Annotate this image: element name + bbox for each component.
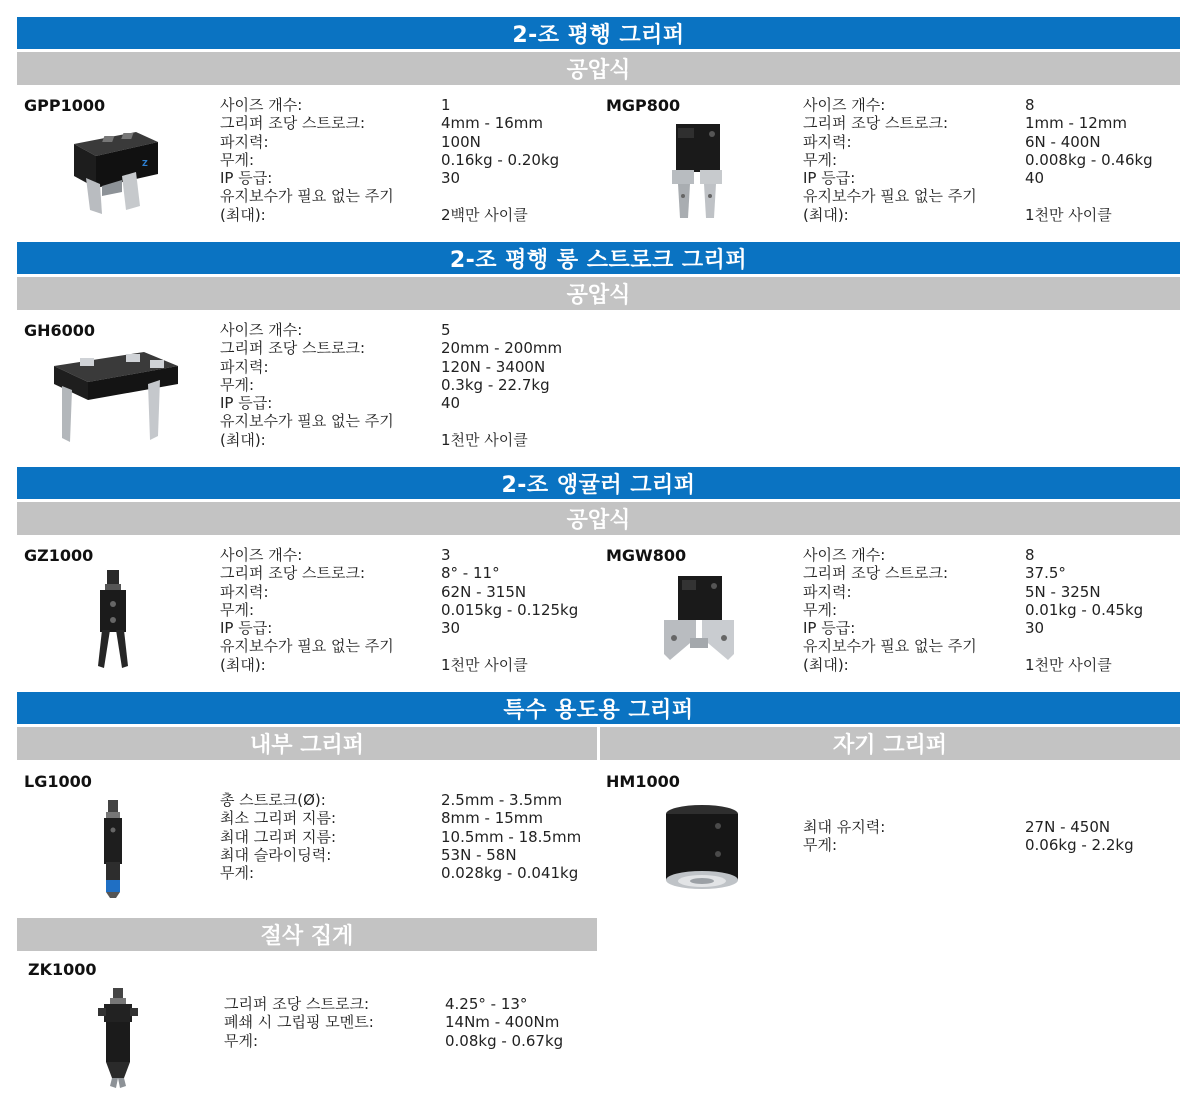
specs-hm1000: [803, 818, 1163, 855]
model-gh6000: GH6000: [24, 321, 96, 340]
spec-value: 8: [1025, 546, 1035, 564]
spec-value: 8: [1025, 96, 1035, 114]
spec-label: 파지력:: [220, 357, 269, 376]
spec-value: 0.028kg - 0.041kg: [441, 864, 579, 883]
spec-label: 무게:: [803, 150, 838, 169]
spec-label: 사이즈 개수:: [803, 96, 886, 114]
spec-value: 14Nm - 400Nm: [445, 1013, 560, 1032]
spec-value: 20mm - 200mm: [441, 339, 563, 358]
specs-mgw800: [803, 546, 1163, 674]
spec-label: 최대 그리퍼 지름:: [220, 827, 337, 846]
spec-value: 0.015kg - 0.125kg: [441, 600, 579, 619]
spec-label: 파지력:: [803, 132, 852, 151]
section-subtitle-cutting: 절삭 집게: [17, 918, 597, 951]
spec-label: 유지보수가 필요 없는 주기: [803, 637, 977, 656]
spec-label: IP 등급:: [220, 169, 273, 188]
spec-value: 8mm - 15mm: [441, 809, 544, 828]
specs-lg1000: [220, 791, 580, 882]
spec-label: 유지보수가 필요 없는 주기: [220, 412, 394, 431]
spec-value: 5: [441, 321, 451, 339]
spec-value: 2백만 사이클: [441, 205, 528, 224]
model-mgp800: MGP800: [606, 96, 681, 115]
section-title-angular: 2-조 앵귤러 그리퍼: [17, 467, 1180, 499]
spec-label: 그리퍼 조당 스트로크:: [803, 564, 949, 583]
section-subtitle-longstroke: 공압식: [17, 277, 1180, 310]
spec-label: 그리퍼 조당 스트로크:: [224, 995, 370, 1013]
spec-value: 30: [441, 619, 461, 638]
spec-label: 최소 그리퍼 지름:: [220, 809, 337, 828]
spec-label: 폐쇄 시 그립핑 모멘트:: [224, 1013, 374, 1032]
spec-value: 100N: [441, 132, 481, 151]
spec-label: 총 스트로크(Ø):: [220, 791, 326, 809]
spec-value: 8° - 11°: [441, 564, 500, 583]
spec-label: 최대 유지력:: [803, 818, 886, 836]
spec-label: IP 등급:: [220, 394, 273, 413]
spec-label: 그리퍼 조당 스트로크:: [220, 114, 366, 133]
spec-label: 그리퍼 조당 스트로크:: [803, 114, 949, 133]
spec-value: 1: [441, 96, 451, 114]
spec-label: IP 등급:: [220, 619, 273, 638]
spec-label: 유지보수가 필요 없는 주기: [803, 187, 977, 206]
model-mgw800: MGW800: [606, 546, 687, 565]
spec-label: 유지보수가 필요 없는 주기: [220, 187, 394, 206]
spec-value: 1천만 사이클: [441, 430, 528, 449]
spec-label: 파지력:: [220, 132, 269, 151]
lg1000-gripper-image: [98, 800, 128, 898]
model-zk1000: ZK1000: [28, 960, 97, 979]
spec-value: 27N - 450N: [1025, 818, 1111, 836]
spec-value: 6N - 400N: [1025, 132, 1101, 151]
spec-label: (최대):: [220, 205, 266, 224]
spec-label: 사이즈 개수:: [803, 546, 886, 564]
spec-value: 40: [1025, 169, 1045, 188]
zk1000-cutter-image: [96, 988, 140, 1090]
spec-label: 무게:: [220, 150, 255, 169]
spec-value: 62N - 315N: [441, 582, 527, 601]
model-lg1000: LG1000: [24, 772, 92, 791]
spec-label: (최대):: [220, 430, 266, 449]
section-title-special: 특수 용도용 그리퍼: [17, 692, 1180, 724]
spec-value: 1천만 사이클: [1025, 205, 1112, 224]
section-title-longstroke: 2-조 평행 롱 스트로크 그리퍼: [17, 242, 1180, 274]
section-title-parallel: 2-조 평행 그리퍼: [17, 17, 1180, 49]
spec-value: 2.5mm - 3.5mm: [441, 791, 563, 809]
spec-label: 최대 슬라이딩력:: [220, 845, 332, 864]
specs-zk1000: [224, 995, 584, 1050]
spec-value: 3: [441, 546, 451, 564]
spec-label: 무게:: [220, 600, 255, 619]
model-hm1000: HM1000: [606, 772, 680, 791]
spec-value: 1mm - 12mm: [1025, 114, 1128, 133]
mgp800-gripper-image: [668, 124, 726, 222]
spec-value: 120N - 3400N: [441, 357, 546, 376]
spec-value: 0.3kg - 22.7kg: [441, 375, 550, 394]
specs-gh6000: [220, 321, 580, 449]
gpp1000-gripper-image: [66, 126, 162, 218]
section-subtitle-internal: 내부 그리퍼: [17, 727, 597, 760]
spec-value: 30: [441, 169, 461, 188]
spec-value: 5N - 325N: [1025, 582, 1101, 601]
gz1000-gripper-image: [92, 570, 134, 670]
svg-text:Z: Z: [142, 159, 148, 168]
spec-label: (최대):: [220, 655, 266, 674]
specs-mgp800: [803, 96, 1163, 224]
spec-value: 37.5°: [1025, 564, 1066, 583]
model-gpp1000: GPP1000: [24, 96, 106, 115]
spec-value: 1천만 사이클: [1025, 655, 1112, 674]
spec-label: 무게:: [803, 836, 838, 855]
section-subtitle-magnetic: 자기 그리퍼: [600, 727, 1180, 760]
spec-value: 10.5mm - 18.5mm: [441, 827, 582, 846]
section-subtitle-angular: 공압식: [17, 502, 1180, 535]
spec-label: (최대):: [803, 205, 849, 224]
spec-value: 0.08kg - 0.67kg: [445, 1031, 564, 1050]
spec-value: 0.06kg - 2.2kg: [1025, 836, 1134, 855]
gh6000-gripper-image: [50, 352, 182, 448]
spec-label: 무게:: [220, 375, 255, 394]
spec-label: 사이즈 개수:: [220, 546, 303, 564]
spec-value: 30: [1025, 619, 1045, 638]
mgw800-gripper-image: [660, 576, 738, 668]
spec-label: 무게:: [220, 864, 255, 883]
specs-gpp1000: [220, 96, 580, 224]
spec-value: 40: [441, 394, 461, 413]
spec-label: 파지력:: [220, 582, 269, 601]
spec-value: 0.008kg - 0.46kg: [1025, 150, 1153, 169]
spec-label: 파지력:: [803, 582, 852, 601]
model-gz1000: GZ1000: [24, 546, 94, 565]
spec-value: 0.16kg - 0.20kg: [441, 150, 560, 169]
hm1000-magnet-image: [664, 804, 740, 894]
spec-label: IP 등급:: [803, 169, 856, 188]
spec-label: 그리퍼 조당 스트로크:: [220, 339, 366, 358]
spec-label: 무게:: [224, 1031, 259, 1050]
spec-label: 사이즈 개수:: [220, 96, 303, 114]
section-subtitle-parallel: 공압식: [17, 52, 1180, 85]
spec-value: 4.25° - 13°: [445, 995, 528, 1013]
specs-gz1000: [220, 546, 580, 674]
spec-label: 사이즈 개수:: [220, 321, 303, 339]
spec-label: IP 등급:: [803, 619, 856, 638]
spec-value: 1천만 사이클: [441, 655, 528, 674]
spec-label: 그리퍼 조당 스트로크:: [220, 564, 366, 583]
spec-value: 0.01kg - 0.45kg: [1025, 600, 1144, 619]
spec-value: 4mm - 16mm: [441, 114, 544, 133]
spec-label: 무게:: [803, 600, 838, 619]
spec-label: 유지보수가 필요 없는 주기: [220, 637, 394, 656]
spec-label: (최대):: [803, 655, 849, 674]
spec-value: 53N - 58N: [441, 845, 517, 864]
